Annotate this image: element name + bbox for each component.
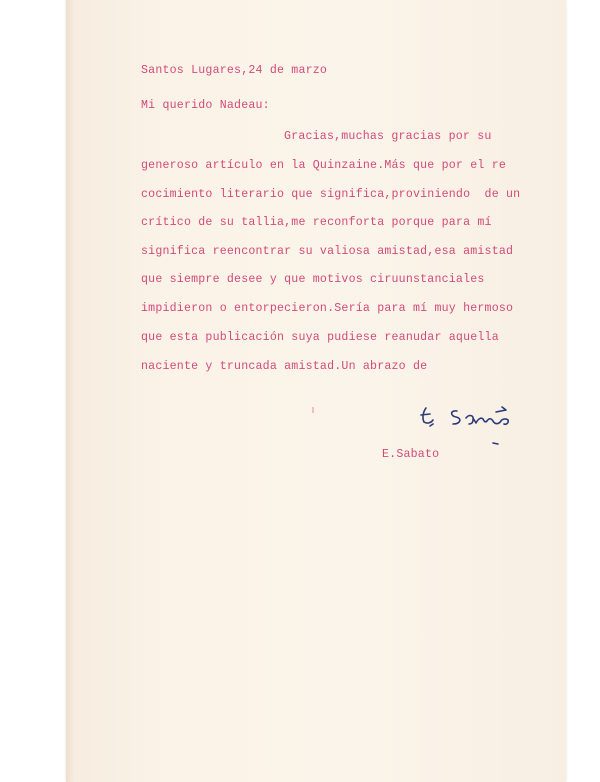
ink-speck bbox=[312, 407, 314, 413]
body-line: cocimiento literario que significa,proviniendo de un bbox=[141, 188, 521, 201]
salutation: Mi querido Nadeau: bbox=[141, 99, 270, 112]
body-line: Gracias,muchas gracias por su bbox=[284, 130, 492, 143]
body-line: generoso artículo en la Quinzaine.Más que por el re bbox=[141, 159, 507, 172]
body-line: que siempre desee y que motivos ciruunstanciales bbox=[141, 273, 485, 286]
body-line: naciente y truncada amistad.Un abrazo de bbox=[141, 360, 428, 373]
body-line: que esta publicación suya pudiese reanudar aquella bbox=[141, 331, 499, 344]
closing-name: E.Sabato bbox=[382, 448, 440, 461]
paper-edge bbox=[66, 0, 74, 782]
body-line: impidieron o entorpecieron.Sería para mí muy hermoso bbox=[141, 302, 514, 315]
body-line: significa reencontrar su valiosa amistad,esa amistad bbox=[141, 245, 514, 258]
body-line: crítico de su tallia,me reconforta porque para mí bbox=[141, 216, 492, 229]
place-date: Santos Lugares,24 de marzo bbox=[141, 64, 328, 77]
letter-paper bbox=[66, 0, 566, 782]
